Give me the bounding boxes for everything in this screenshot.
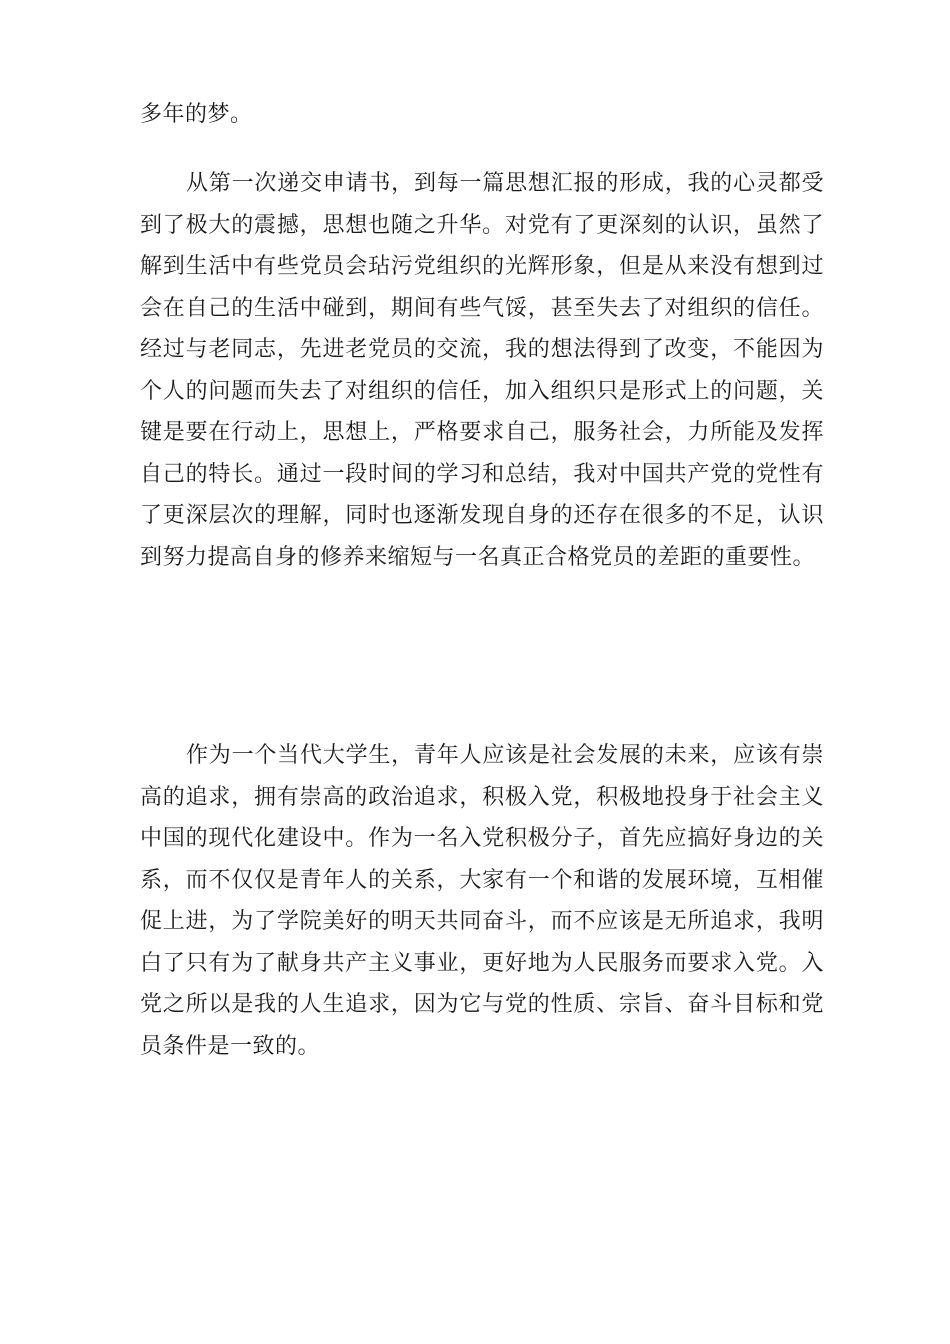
paragraph-continuation: 多年的梦。 [140,102,253,127]
paragraph-application-reflection: 从第一次递交申请书，到每一篇思想汇报的形成，我的心灵都受到了极大的震撼，思想也随之升华。对党有了更深刻的认识，虽然了解到生活中有些党员会玷污党组织的光辉形象，但是从来没有想到过会在自己的生活中碰到，期间有些气馁，甚至失去了对组织的信任。经过与老同志，先进老党员的交流，我的想法得到了改变，不能因为个人的问题而失去了对组织的信任，加入组织只是形式上的问题，关键是要在行动上，思想上，严格要求自己，服务社会，力所能及发挥自己的特长。通过一段时间的学习和总结，我对中国共产党的党性有了更深层次的理解，同时也逐渐发现自身的还存在很多的不足，认识到努力提高自身的修养来缩短与一名真正合格党员的差距的重要性。 [140,171,824,570]
paragraph-student-pursuit: 作为一个当代大学生，青年人应该是社会发展的未来，应该有崇高的追求，拥有崇高的政治追求，积极入党，积极地投身于社会主义中国的现代化建设中。作为一名入党积极分子，首先应搞好身边的关系，而不仅仅是青年人的关系，大家有一个和谐的发展环境，互相催促上进，为了学院美好的明天共同奋斗，而不应该是无所追求，我明白了只有为了献身共产主义事业，更好地为人民服务而要求入党。入党之所以是我的人生追求，因为它与党的性质、宗旨、奋斗目标和党员条件是一致的。 [140,743,824,1059]
